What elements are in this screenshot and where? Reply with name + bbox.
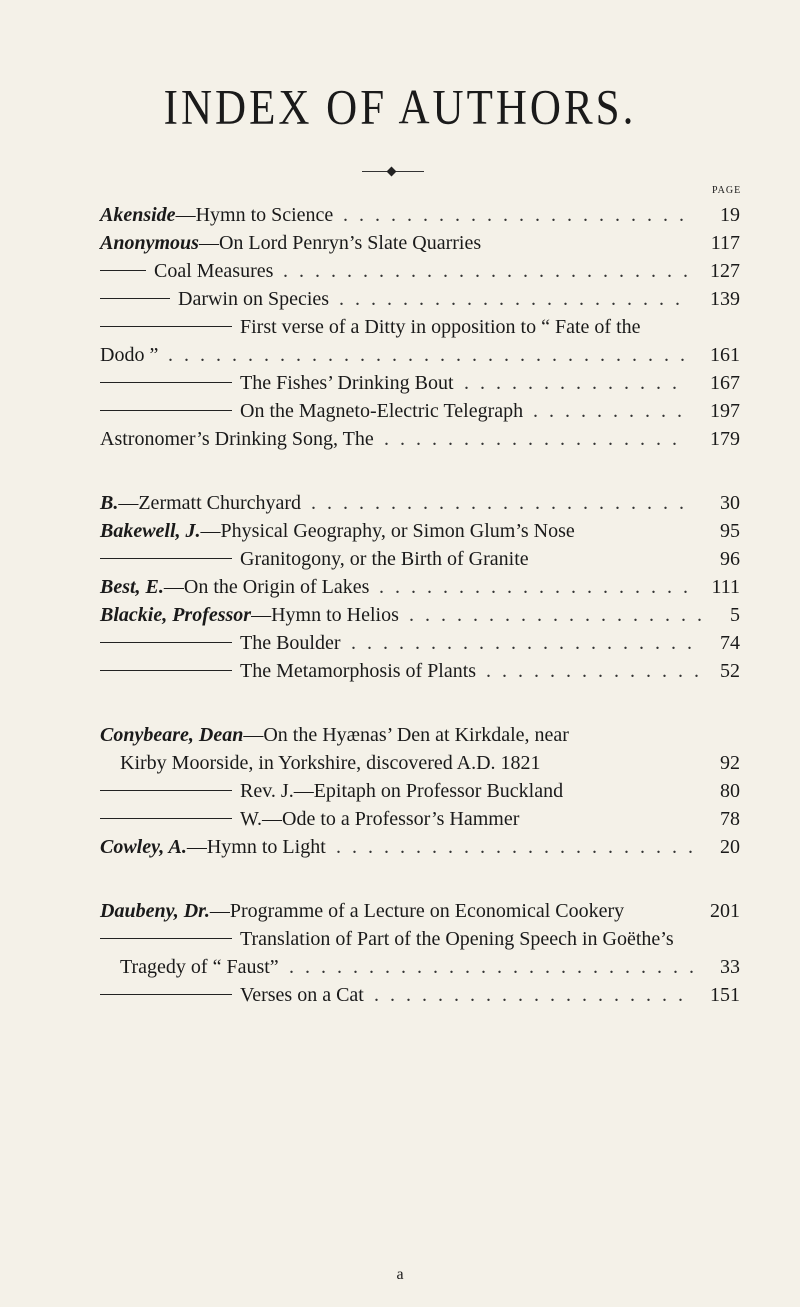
index-entry <box>100 804 740 834</box>
index-entry <box>100 396 740 426</box>
index-entry <box>100 572 740 602</box>
divider-diamond-icon <box>387 167 397 177</box>
index-entry <box>100 340 740 370</box>
dot-leader: ...................... <box>351 632 703 654</box>
page-number: 197 <box>710 400 740 422</box>
entry-title <box>100 572 369 602</box>
entry-title <box>100 924 674 954</box>
ditto-dash <box>100 558 232 559</box>
author-name: Best, E. <box>100 576 164 598</box>
entry-title <box>100 656 476 686</box>
author-name: Bakewell, J. <box>100 520 201 542</box>
work-title: Rev. J.—Epitaph on Professor Buckland <box>240 780 564 802</box>
index-entry <box>100 368 740 398</box>
entry-title <box>120 952 279 982</box>
ditto-dash <box>100 670 232 671</box>
index-entry <box>100 628 740 658</box>
index-entry <box>100 200 740 230</box>
work-title: Darwin on Species <box>178 288 330 310</box>
page-number: 20 <box>720 836 740 858</box>
work-title: —On the Hyænas’ Den at Kirkdale, near <box>243 724 569 746</box>
page-number: 78 <box>720 808 740 830</box>
work-title: W.—Ode to a Professor’s Hammer <box>240 808 520 830</box>
ditto-dash <box>100 938 232 939</box>
work-title: —Hymn to Science <box>175 204 334 226</box>
entry-title <box>100 804 519 834</box>
work-title: —Hymn to Helios <box>251 604 399 626</box>
page-number: 52 <box>720 660 740 682</box>
work-title: Granitogony, or the Birth of Granite <box>240 548 529 570</box>
index-entry <box>100 424 740 454</box>
entry-title <box>100 720 569 750</box>
work-title: The Boulder <box>240 632 341 654</box>
work-title: —On Lord Penryn’s Slate Quarries <box>198 232 482 254</box>
work-title: On the Magneto-Electric Telegraph <box>240 400 524 422</box>
page-number: 30 <box>720 492 740 514</box>
page-number: 167 <box>710 372 740 394</box>
dot-leader: ................... <box>384 428 688 450</box>
index-entry <box>100 896 740 926</box>
ditto-dash <box>100 410 232 411</box>
dot-leader: .................... <box>379 576 699 598</box>
author-name: Conybeare, Dean <box>100 724 244 746</box>
ditto-dash <box>100 818 232 819</box>
page-number: 80 <box>720 780 740 802</box>
author-name: Daubeny, Dr. <box>100 900 210 922</box>
page-number: 92 <box>720 752 740 774</box>
ditto-dash <box>100 270 146 271</box>
page-number: 179 <box>710 428 740 450</box>
author-name: Blackie, Professor <box>100 604 252 626</box>
entry-title <box>100 544 529 574</box>
index-entry <box>100 544 740 574</box>
entry-title <box>100 488 301 518</box>
work-title: Translation of Part of the Opening Speech in Goëthe’s <box>240 928 674 950</box>
index-entry <box>100 256 740 286</box>
dot-leader: .......... <box>533 400 693 422</box>
work-title: —Programme of a Lecture on Economical Cookery <box>209 900 625 922</box>
title-divider <box>362 171 424 172</box>
entry-title <box>100 628 341 658</box>
work-title: Kirby Moorside, in Yorkshire, discovered A.D. 1821 <box>120 752 541 774</box>
index-entry <box>100 924 740 954</box>
page-number: 5 <box>730 604 740 626</box>
dot-leader: ...................... <box>339 288 691 310</box>
entry-title <box>100 832 326 862</box>
index-entry <box>100 748 740 778</box>
ditto-dash <box>100 298 170 299</box>
page-number: 96 <box>720 548 740 570</box>
dot-leader: .......................... <box>289 956 705 978</box>
entry-title <box>100 776 563 806</box>
dot-leader: ................................. <box>168 344 696 366</box>
work-title: —Zermatt Churchyard <box>118 492 302 514</box>
work-title: First verse of a Ditty in opposition to “ Fate of the <box>240 316 641 338</box>
work-title: Verses on a Cat <box>240 984 364 1006</box>
work-title: Coal Measures <box>154 260 274 282</box>
entry-title <box>100 896 624 926</box>
index-entry <box>100 832 740 862</box>
page-number: 127 <box>710 260 740 282</box>
entry-title <box>100 396 523 426</box>
work-title: Dodo ” <box>100 344 159 366</box>
index-entry <box>100 228 740 258</box>
entry-title <box>100 228 481 258</box>
dot-leader: .............. <box>464 372 688 394</box>
author-name: B. <box>100 492 119 514</box>
dot-leader: ................... <box>409 604 713 626</box>
entry-title <box>100 424 374 454</box>
index-entry <box>100 980 740 1010</box>
page-number: 95 <box>720 520 740 542</box>
ditto-dash <box>100 642 232 643</box>
ditto-dash <box>100 326 232 327</box>
page-number: 201 <box>710 900 740 922</box>
author-name: Anonymous <box>100 232 199 254</box>
ditto-dash <box>100 382 232 383</box>
index-entry <box>100 600 740 630</box>
work-title: —Physical Geography, or Simon Glum’s Nose <box>200 520 575 542</box>
dot-leader: .......................... <box>283 260 699 282</box>
page-number: 139 <box>710 288 740 310</box>
entry-title <box>100 980 364 1010</box>
page-number: 151 <box>710 984 740 1006</box>
entry-title <box>120 748 541 778</box>
work-title: —On the Origin of Lakes <box>163 576 370 598</box>
entry-title <box>100 284 329 314</box>
index-entry <box>100 284 740 314</box>
dot-leader: .................... <box>374 984 694 1006</box>
index-entry <box>100 776 740 806</box>
work-title: The Fishes’ Drinking Bout <box>240 372 454 394</box>
entry-title <box>100 312 641 342</box>
entry-title <box>100 200 333 230</box>
entry-title <box>100 256 273 286</box>
work-title: The Metamorphosis of Plants <box>240 660 477 682</box>
author-name: Akenside <box>100 204 176 226</box>
index-entry <box>100 952 740 982</box>
entry-title <box>100 340 158 370</box>
page-title: INDEX OF AUTHORS. <box>163 81 637 136</box>
dot-leader: ....................... <box>336 836 704 858</box>
index-entry <box>100 488 740 518</box>
page-column-label: PAGE <box>712 185 742 196</box>
index-entry <box>100 516 740 546</box>
work-title: Astronomer’s Drinking Song, The <box>100 428 374 450</box>
author-name: Cowley, A. <box>100 836 187 858</box>
page-number: 161 <box>710 344 740 366</box>
entry-title <box>100 516 575 546</box>
work-title: —Hymn to Light <box>186 836 326 858</box>
index-entry <box>100 656 740 686</box>
ditto-dash <box>100 790 232 791</box>
page-number: 19 <box>720 204 740 226</box>
page-number: 117 <box>710 232 740 254</box>
entry-title <box>100 600 399 630</box>
index-entry <box>100 312 740 342</box>
page-number: 111 <box>711 576 740 598</box>
dot-leader: ........................ <box>311 492 695 514</box>
entry-title <box>100 368 454 398</box>
page-number: 33 <box>720 956 740 978</box>
work-title: Tragedy of “ Faust” <box>120 956 279 978</box>
index-entry <box>100 720 740 750</box>
dot-leader: .............. <box>486 660 710 682</box>
dot-leader: ...................... <box>343 204 695 226</box>
page-number: 74 <box>720 632 740 654</box>
signature-mark: a <box>396 1266 404 1283</box>
ditto-dash <box>100 994 232 995</box>
